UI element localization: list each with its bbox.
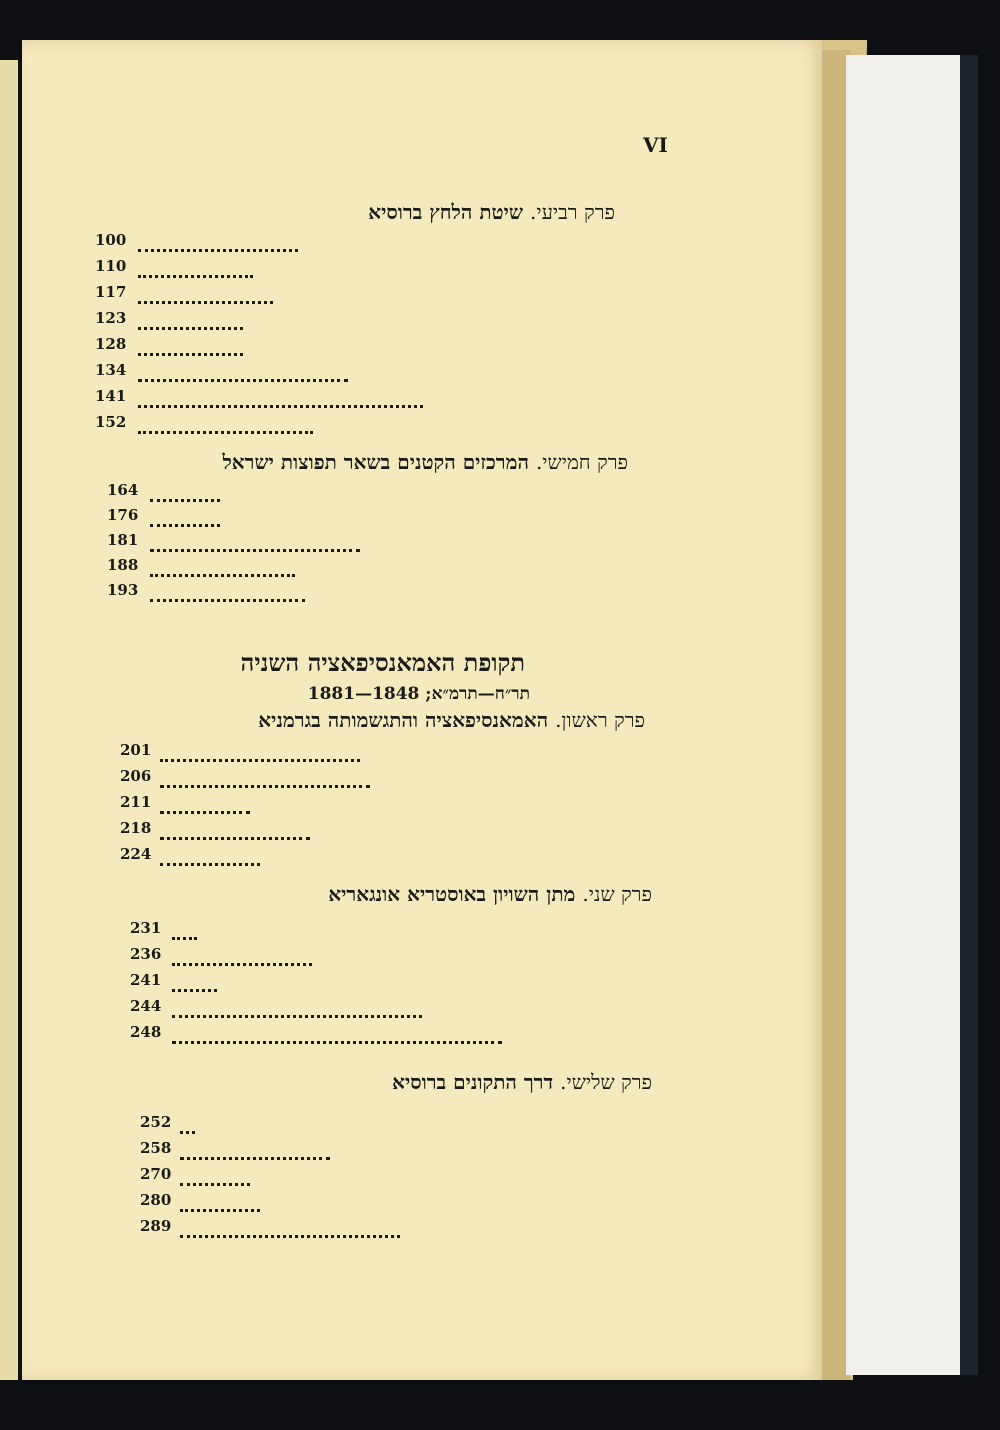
toc-entry-page: 252 [140,1113,172,1131]
toc-entry-page: 258 [140,1139,172,1157]
leader-dots [138,282,273,304]
leader-dots [172,918,197,940]
toc-entry-page: 244 [130,997,162,1015]
toc-entry-page: 248 [130,1023,162,1041]
leader-dots [150,530,360,552]
book-cover-left-edge [0,60,18,1380]
toc-entry-page: 270 [140,1165,172,1183]
leader-dots [172,996,422,1018]
toc-entry-page: 188 [107,556,139,574]
toc-entry-page: 164 [107,481,139,499]
toc-entry-page: 201 [120,741,152,759]
leader-dots [160,740,360,762]
toc-entry-page: 152 [95,413,127,431]
leader-dots [150,505,220,527]
leader-dots [138,386,423,408]
leader-dots [138,230,298,252]
chapter-heading-2 [328,882,652,907]
leader-dots [138,308,243,330]
chapter-prefix: פרק שני. [582,882,652,906]
toc-entry-page: 117 [95,283,127,301]
leader-dots [138,412,313,434]
toc-entry-page: 123 [95,309,127,327]
leader-dots [160,844,260,866]
chapter-prefix: פרק שלישי. [560,1070,652,1094]
chapter-title: דרך התקונים ברוסיא [392,1070,554,1094]
toc-entry-page: 231 [130,919,162,937]
toc-entry-page: 236 [130,945,162,963]
chapter-heading-3 [392,1070,652,1095]
toc-entry-page: 128 [95,335,127,353]
toc-entry-page: 110 [95,257,127,275]
leader-dots [172,944,312,966]
chapter-title: המרכזים הקטנים בשאר תפוצות ישראל [222,450,529,474]
period-years: תר״ח—תרמ״א; 1848—1881 [307,684,530,704]
toc-entry-page: 134 [95,361,127,379]
leader-dots [160,792,250,814]
leader-dots [138,360,348,382]
toc-entry-page: 211 [120,793,152,811]
period-title: תקופת האמאנסיפאציה השניה [240,648,525,677]
back-board-edge [960,55,978,1375]
chapter-prefix: פרק ראשון. [555,708,645,732]
toc-entry-page: 100 [95,231,127,249]
page-number: VI [643,133,668,157]
back-board [846,55,976,1375]
toc-entry-page: 181 [107,531,139,549]
toc-entry-page: 193 [107,581,139,599]
leader-dots [150,555,295,577]
toc-entry-page: 141 [95,387,127,405]
leader-dots [160,818,310,840]
chapter-prefix: פרק חמישי. [535,450,628,474]
chapter-heading-5 [222,450,628,475]
leader-dots [180,1112,195,1134]
chapter-heading-1 [258,708,645,733]
leader-dots [138,334,243,356]
chapter-title: שיטת הלחץ ברוסיא [368,200,524,224]
chapter-prefix: פרק רביעי. [530,200,615,224]
leader-dots [172,970,217,992]
leader-dots [180,1190,260,1212]
toc-entry-page: 289 [140,1217,172,1235]
chapter-title: האמאנסיפאציה והתגשמותה בגרמניא [258,708,549,732]
toc-entry-page: 224 [120,845,152,863]
toc-entry-page: 280 [140,1191,172,1209]
toc-entry-page: 218 [120,819,152,837]
leader-dots [180,1164,250,1186]
toc-entry-page: 206 [120,767,152,785]
leader-dots [172,1022,502,1044]
chapter-heading-4 [368,200,615,225]
toc-entry-page: 176 [107,506,139,524]
toc-entry-page: 241 [130,971,162,989]
leader-dots [160,766,370,788]
leader-dots [138,256,253,278]
chapter-title: מתן השויון באוסטריא אונגאריא [328,882,576,906]
leader-dots [150,480,220,502]
leader-dots [180,1216,400,1238]
leader-dots [150,580,305,602]
leader-dots [180,1138,330,1160]
